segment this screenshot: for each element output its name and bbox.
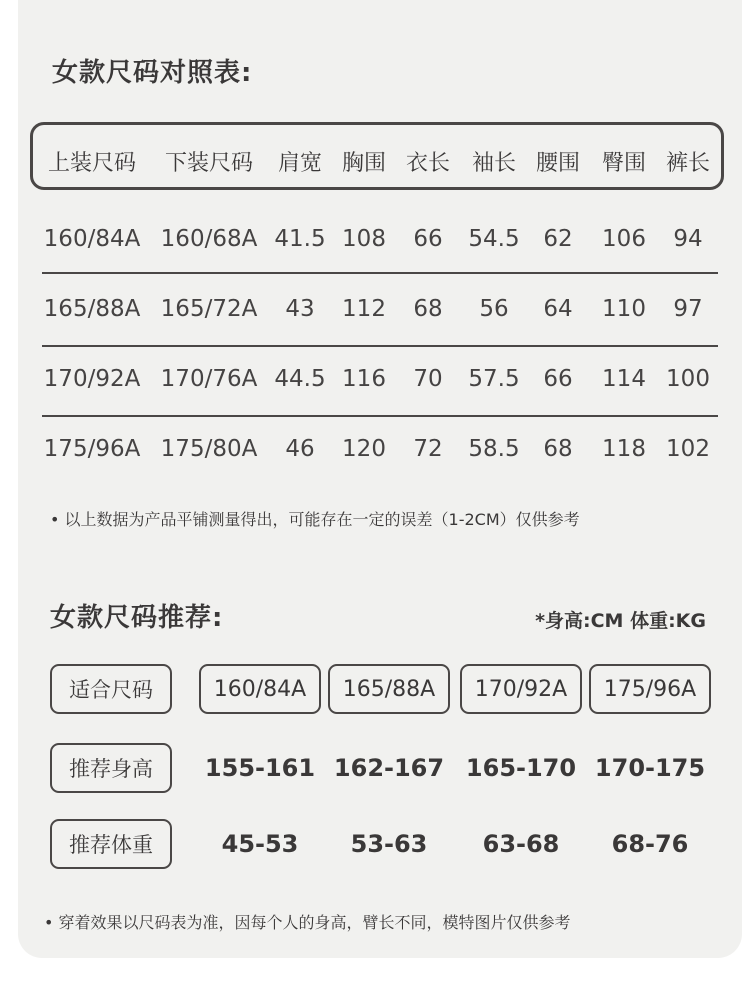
table-cell-value: 175/80A xyxy=(160,436,258,462)
recommended-height-value-text: 170-175 xyxy=(594,754,706,782)
row-divider xyxy=(42,272,718,274)
label-recommended-height: 推荐身高 xyxy=(50,743,172,793)
recommended-weight-value-text: 68-76 xyxy=(611,830,689,858)
table-cell-value: 112 xyxy=(342,296,386,322)
table-cell-value: 94 xyxy=(673,226,703,252)
table-cell-value: 64 xyxy=(543,296,573,322)
table-cell-value: 170/76A xyxy=(160,366,258,392)
unit-note: *身高:CM 体重:KG xyxy=(535,610,706,632)
column-header-label: 腰围 xyxy=(536,151,581,176)
table-cell-value: 44.5 xyxy=(274,366,326,392)
table-cell-value: 41.5 xyxy=(274,226,326,252)
size-option: 175/96A xyxy=(589,664,711,714)
size-option: 165/88A xyxy=(328,664,450,714)
table-cell-value: 54.5 xyxy=(468,226,520,252)
table-cell-value: 120 xyxy=(342,436,386,462)
table-cell-value: 97 xyxy=(673,296,703,322)
table-cell-value: 57.5 xyxy=(468,366,520,392)
column-header-label: 下装尺码 xyxy=(165,151,254,176)
column-header-label: 胸围 xyxy=(342,151,387,176)
table-cell-value: 170/92A xyxy=(43,366,141,392)
measurement-note: • 以上数据为产品平铺测量得出，可能存在一定的误差（1-2CM）仅供参考 xyxy=(50,510,580,529)
recommended-weight-value-text: 45-53 xyxy=(221,830,299,858)
label-recommended-weight: 推荐体重 xyxy=(50,819,172,869)
table-cell-value: 160/84A xyxy=(43,226,141,252)
column-header-label: 上装尺码 xyxy=(48,151,137,176)
row-divider xyxy=(42,345,718,347)
table-cell-value: 58.5 xyxy=(468,436,520,462)
label-fit-size: 适合尺码 xyxy=(50,664,172,714)
recommended-weight-value-text: 63-68 xyxy=(482,830,560,858)
column-header-label: 肩宽 xyxy=(278,151,323,176)
size-chart-title: 女款尺码对照表: xyxy=(52,58,253,88)
table-cell-value: 43 xyxy=(285,296,315,322)
recommended-height-value-text: 165-170 xyxy=(465,754,577,782)
size-option: 160/84A xyxy=(199,664,321,714)
column-header-label: 衣长 xyxy=(406,151,451,176)
table-cell-value: 102 xyxy=(666,436,710,462)
table-cell-value: 110 xyxy=(602,296,646,322)
table-cell-value: 70 xyxy=(413,366,443,392)
column-header-label: 袖长 xyxy=(472,151,517,176)
column-header-label: 臀围 xyxy=(602,151,647,176)
table-cell-value: 108 xyxy=(342,226,386,252)
table-cell-value: 68 xyxy=(543,436,573,462)
table-cell-value: 114 xyxy=(602,366,646,392)
size-option: 170/92A xyxy=(460,664,582,714)
table-cell-value: 62 xyxy=(543,226,573,252)
table-cell-value: 106 xyxy=(602,226,646,252)
table-cell-value: 72 xyxy=(413,436,443,462)
table-cell-value: 66 xyxy=(543,366,573,392)
table-cell-value: 118 xyxy=(602,436,646,462)
column-header-label: 裤长 xyxy=(666,151,711,176)
table-cell-value: 165/72A xyxy=(160,296,258,322)
recommended-weight-value-text: 53-63 xyxy=(350,830,428,858)
recommended-height-value-text: 155-161 xyxy=(204,754,316,782)
table-cell-value: 100 xyxy=(666,366,710,392)
table-cell-value: 116 xyxy=(342,366,386,392)
table-cell-value: 175/96A xyxy=(43,436,141,462)
table-cell-value: 68 xyxy=(413,296,443,322)
table-cell-value: 165/88A xyxy=(43,296,141,322)
table-cell-value: 160/68A xyxy=(160,226,258,252)
table-cell-value: 56 xyxy=(479,296,509,322)
fit-note: • 穿着效果以尺码表为准，因每个人的身高，臂长不同，模特图片仅供参考 xyxy=(44,913,571,932)
recommendation-title: 女款尺码推荐: xyxy=(50,603,224,633)
table-cell-value: 46 xyxy=(285,436,315,462)
recommended-height-value-text: 162-167 xyxy=(333,754,445,782)
table-cell-value: 66 xyxy=(413,226,443,252)
row-divider xyxy=(42,415,718,417)
